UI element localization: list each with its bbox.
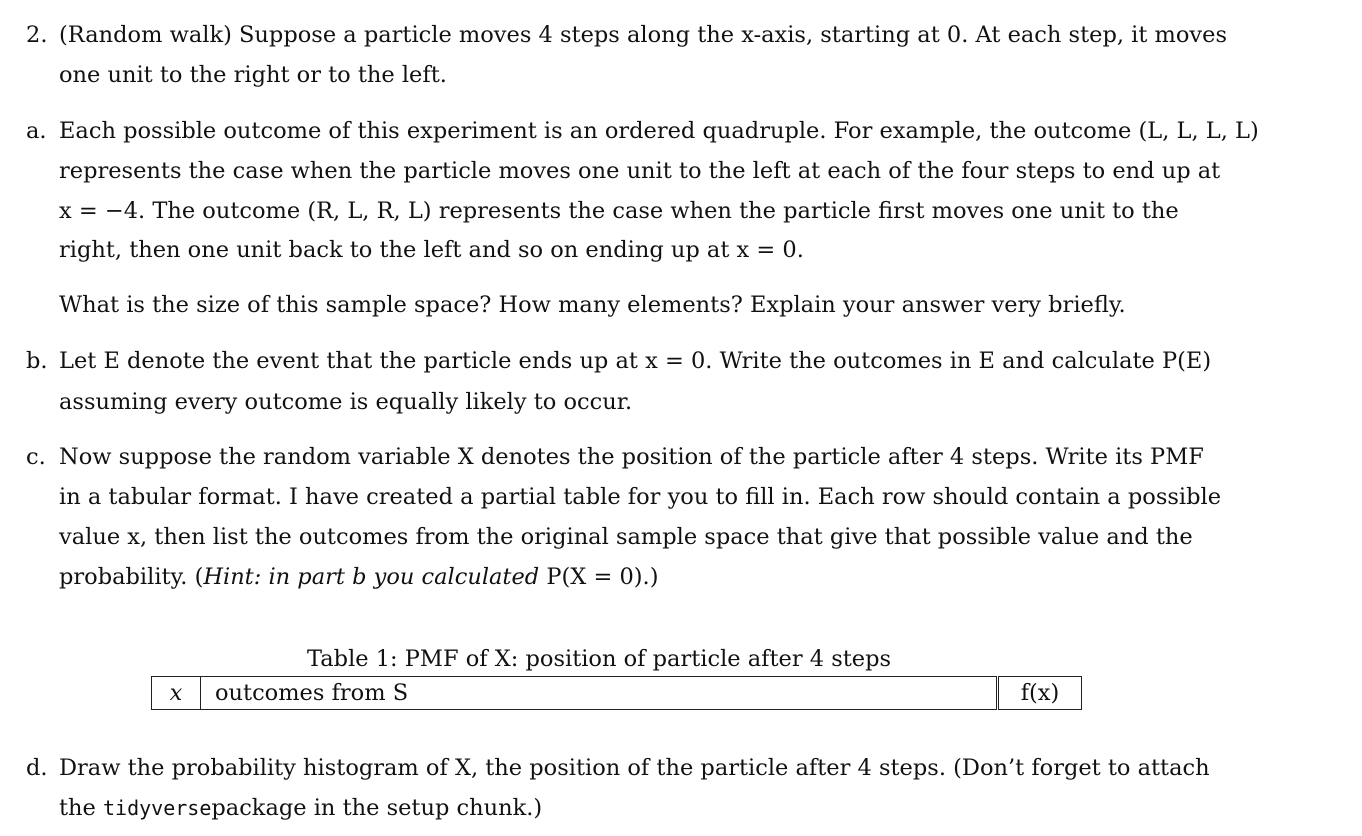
part-a-line-2: represents the case when the particle moves one unit to the left at each of the four steps to end up at: [59, 158, 1221, 184]
part-c-label: c.: [26, 444, 46, 470]
problem-intro-line-2: one unit to the right or to the left.: [59, 62, 447, 88]
part-c-line-1: Now suppose the random variable X denotes the position of the particle after 4 steps. Write its PMF: [59, 444, 1204, 470]
part-c-line-4-suffix: .): [642, 564, 659, 590]
part-d-line-2-prefix: the: [59, 795, 104, 821]
table-caption: Table 1: PMF of X: position of particle after 4 steps: [307, 646, 892, 672]
part-d-line-2-suffix: package in the setup chunk.): [211, 795, 543, 821]
part-c-hint: Hint: in part b you calculated: [203, 564, 540, 590]
table-header-fx: f(x): [998, 677, 1082, 710]
part-a-line-3: x = −4. The outcome (R, L, R, L) represents the case when the particle first moves one unit to the: [59, 198, 1179, 224]
part-b-label: b.: [26, 348, 48, 374]
part-b-line-2: assuming every outcome is equally likely to occur.: [59, 389, 633, 415]
part-d-label: d.: [26, 755, 48, 781]
part-a-label: a.: [26, 118, 47, 144]
part-c-hint-expression: P(X = 0): [539, 564, 643, 590]
part-c-line-2: in a tabular format. I have created a partial table for you to fill in. Each row should contain a possible: [59, 484, 1222, 510]
table-header-outcomes: outcomes from S: [201, 677, 998, 710]
table-header-x: x: [152, 677, 201, 710]
table-header-row: [152, 677, 1082, 710]
problem-number: 2.: [26, 22, 48, 48]
part-c-line-4: [59, 564, 658, 590]
part-c-line-4-prefix: probability. (: [59, 564, 204, 590]
part-a-line-4: right, then one unit back to the left and so on ending up at x = 0.: [59, 237, 804, 263]
part-a-line-1: Each possible outcome of this experiment is an ordered quadruple. For example, the outcome (L, L, L, L): [59, 118, 1259, 144]
part-a-question: What is the size of this sample space? How many elements? Explain your answer very briefly.: [59, 292, 1126, 318]
tidyverse-code: tidyverse: [103, 796, 212, 820]
part-b-line-1: Let E denote the event that the particle ends up at x = 0. Write the outcomes in E and calculate P(E): [59, 348, 1212, 374]
part-c-line-3: value x, then list the outcomes from the original sample space that give that possible value and the: [59, 524, 1193, 550]
problem-intro-line-1: (Random walk) Suppose a particle moves 4 steps along the x-axis, starting at 0. At each step, it moves: [59, 22, 1228, 48]
part-d-line-2: [59, 795, 542, 821]
pmf-table: [151, 676, 1082, 710]
part-d-line-1: Draw the probability histogram of X, the position of the particle after 4 steps. (Don’t forget to attach: [59, 755, 1210, 781]
